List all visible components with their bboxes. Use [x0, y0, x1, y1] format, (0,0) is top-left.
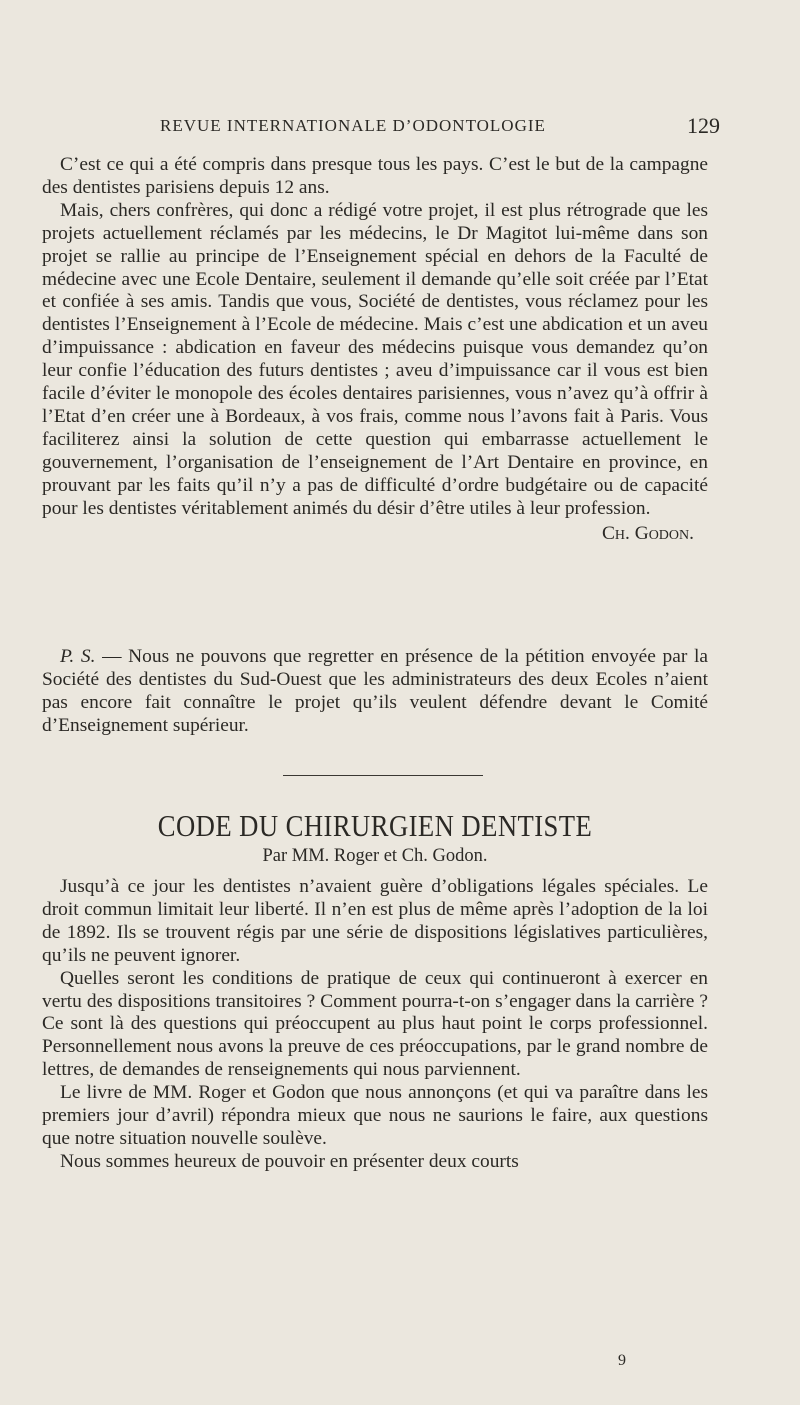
paragraph: Jusqu’à ce jour les dentistes n’avaient guère d’obligations légales spéciales. Le droit commun limitait leur liberté. Il n’en est plus de même après l’adoption de la loi de 1892. Ils se trouvent régis par une série de dispositions législatives particulières, qu’ils ne peuvent ignorer.: [42, 876, 708, 966]
page-number: 129: [687, 113, 720, 138]
section-divider: [283, 775, 483, 776]
section-byline: Par MM. Roger et Ch. Godon.: [262, 846, 488, 866]
section-title: CODE DU CHIRURGIEN DENTISTE: [157, 808, 593, 843]
postscript: [42, 646, 708, 738]
postscript-paragraph: [42, 646, 708, 738]
signature-mark: 9: [618, 1352, 626, 1369]
postscript-lead: P. S.: [60, 646, 96, 667]
running-head: [160, 113, 720, 138]
paragraph: Mais, chers confrères, qui donc a rédigé votre projet, il est plus rétrograde que les projets actuellement réclamés par les médecins, le Dr Magitot lui-même dans son projet se rallie au principe de l’Enseignement spécial en dehors de la Faculté de médecine avec une Ecole Dentaire, seulement il demande qu’elle soit créée par l’Etat et confiée à ses amis. Tandis que vous, Société de dentistes, vous réclamez pour les dentistes l’Enseignement à l’Ecole de médecine. Mais c’est une abdication et un aveu d’impuissance : abdication en faveur des médecins puisque vous demandez qu’on leur confie l’éducation des futurs dentistes ; aveu d’impuissance car il vous est bien facile d’éviter le monopole des écoles dentaires parisiennes, vous n’avez qu’à offrir à l’Etat d’en créer une à Bordeaux, à vos frais, comme nous l’avons fait à Paris. Vous faciliterez ainsi la solution de cette question qui embarrasse actuellement le gouvernement, l’organisation de l’enseignement de l’Art Dentaire en province, en prouvant par les faits qu’il n’y a pas de difficulté d’ordre budgétaire ou de capacité pour les dentistes véritablement animés du désir d’être utiles à leur profession.: [42, 199, 708, 519]
section-text: [42, 876, 708, 1174]
paragraph: C’est ce qui a été compris dans presque tous les pays. C’est le but de la campagne des dentistes parisiens depuis 12 ans.: [42, 154, 708, 198]
letter-text: [42, 154, 708, 545]
author-signature: Ch. Godon.: [601, 522, 694, 544]
running-title: REVUE INTERNATIONALE D’ODONTOLOGIE: [160, 116, 546, 135]
paragraph: Le livre de MM. Roger et Godon que nous annonçons (et qui va paraître dans les premiers jour d’avril) répondra mieux que nous ne saurions le faire, aux questions que notre situation nouvelle soulève.: [42, 1082, 708, 1149]
paragraph: Nous sommes heureux de pouvoir en présenter deux courts: [60, 1150, 519, 1172]
paragraph: Quelles seront les conditions de pratique de ceux qui continueront à exercer en vertu des dispositions transitoires ? Comment pourra-t-on s’engager dans la carrière ? Ce sont là des questions qui préoccupent au plus haut point le corps professionnel. Personnellement nous avons la preuve de ces préoccupations, par le grand nombre de lettres, de demandes de renseignements qui nous parviennent.: [42, 967, 708, 1081]
postscript-text: — Nous ne pouvons que regretter en présence de la pétition envoyée par la Société des dentistes du Sud-Ouest que les administrateurs des deux Ecoles n’aient pas encore fait connaître le projet qu’ils veulent défendre devant le Comité d’Enseignement supérieur.: [42, 646, 708, 736]
